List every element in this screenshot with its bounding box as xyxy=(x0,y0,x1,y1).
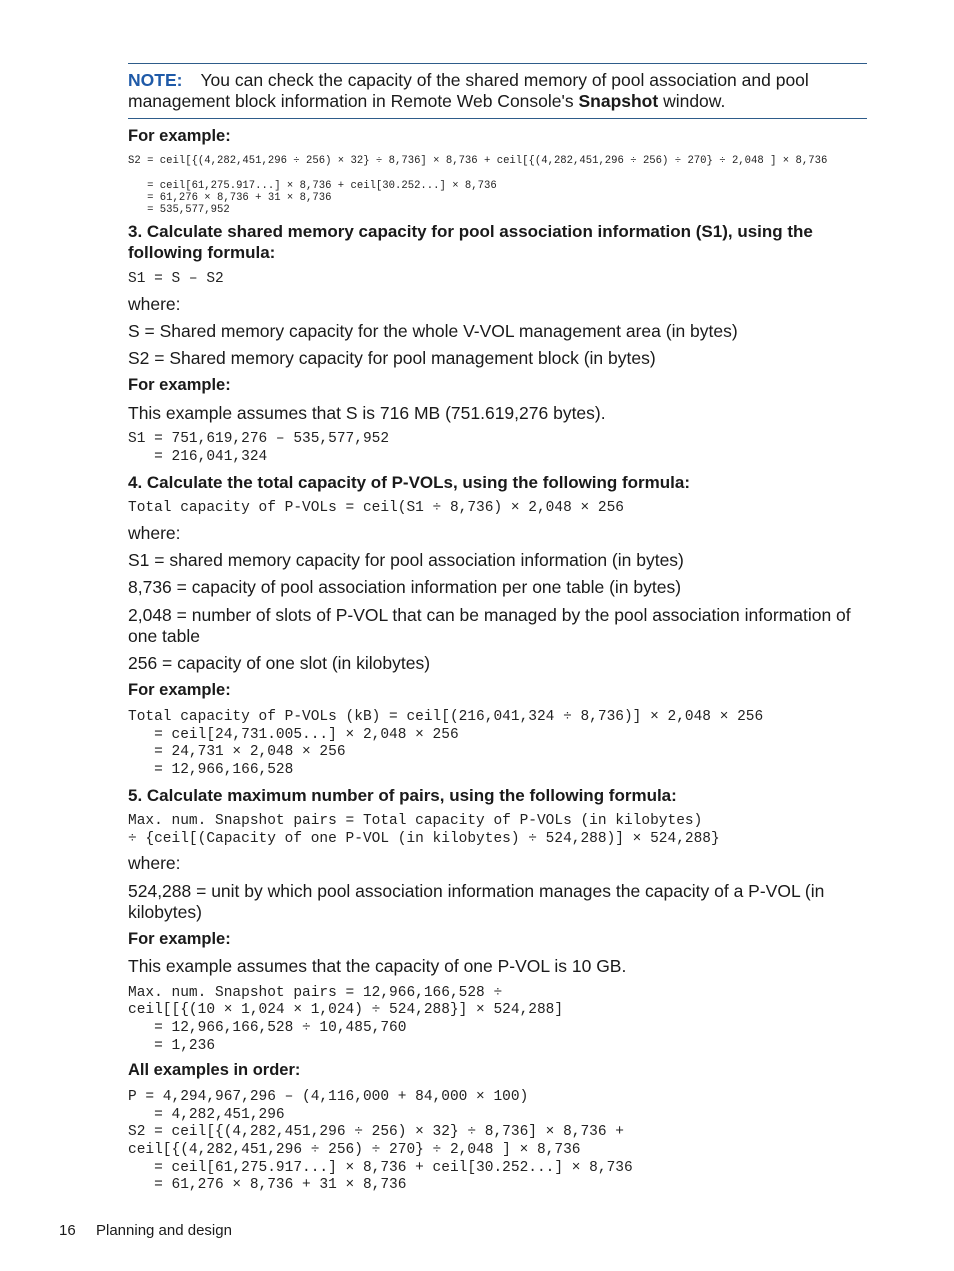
step3-formula: S1 = S – S2 xyxy=(128,271,224,287)
code-line: = ceil[61,275.917...] × 8,736 + ceil[30.252...] × 8,736 xyxy=(128,1160,633,1176)
code-line: Total capacity of P-VOLs (kB) = ceil[(216,041,324 ÷ 8,736)] × 2,048 × 256 xyxy=(128,709,764,725)
assumption-text: This example assumes that the capacity of one P-VOL is 10 GB. xyxy=(128,956,627,976)
code-line: = ceil[24,731.005...] × 2,048 × 256 xyxy=(128,727,459,743)
step3-heading: 3. Calculate shared memory capacity for pool association information (S1), using the following formula: xyxy=(128,222,813,262)
where-label: where: xyxy=(128,523,181,543)
code-line: S2 = ceil[{(4,282,451,296 ÷ 256) × 32} ÷ 8,736] × 8,736 + ceil[{(4,282,451,296 ÷ 256) ÷ 270} ÷ 2,048 ] × 8,736 xyxy=(128,155,828,167)
code-line: S2 = ceil[{(4,282,451,296 ÷ 256) × 32} ÷ 8,736] × 8,736 + xyxy=(128,1124,624,1140)
step4-heading: 4. Calculate the total capacity of P-VOLs, using the following formula: xyxy=(128,473,691,492)
code-line: = 216,041,324 xyxy=(128,449,268,465)
code-line: = 1,236 xyxy=(128,1038,216,1054)
all-examples-heading: All examples in order: xyxy=(128,1061,301,1079)
code-line: = 535,577,952 xyxy=(128,204,230,216)
step4-formula: Total capacity of P-VOLs = ceil(S1 ÷ 8,736) × 2,048 × 256 xyxy=(128,500,624,516)
footer-section-title: Planning and design xyxy=(96,1222,232,1239)
example-heading: For example: xyxy=(128,681,231,699)
step5-formula: Max. num. Snapshot pairs = Total capacity of P-VOLs (in kilobytes) xyxy=(128,813,703,829)
example-heading: For example: xyxy=(128,376,231,394)
code-line: = 61,276 × 8,736 + 31 × 8,736 xyxy=(128,1177,407,1193)
where-label: where: xyxy=(128,853,181,873)
step5-heading: 5. Calculate maximum number of pairs, using the following formula: xyxy=(128,786,677,805)
definition: S = Shared memory capacity for the whole V-VOL management area (in bytes) xyxy=(128,321,738,341)
definition: 2,048 = number of slots of P-VOL that can be managed by the pool association information of one table xyxy=(128,605,851,646)
code-line: = 12,966,166,528 ÷ 10,485,760 xyxy=(128,1020,407,1036)
note-text: You can check the capacity of the shared memory of pool association and pool management block information in Remote Web Console's xyxy=(128,70,809,111)
step5-formula: ÷ {ceil[(Capacity of one P-VOL (in kilobytes) ÷ 524,288)] × 524,288} xyxy=(128,831,720,847)
definition: S1 = shared memory capacity for pool association information (in bytes) xyxy=(128,550,684,570)
code-line: Max. num. Snapshot pairs = 12,966,166,528 ÷ xyxy=(128,985,503,1001)
code-line: S1 = 751,619,276 – 535,577,952 xyxy=(128,431,390,447)
code-line: = 61,276 × 8,736 + 31 × 8,736 xyxy=(128,192,332,204)
example-heading: For example: xyxy=(128,930,231,948)
note-box xyxy=(128,63,867,119)
code-line: = 4,282,451,296 xyxy=(128,1107,285,1123)
assumption-text: This example assumes that S is 716 MB (751.619,276 bytes). xyxy=(128,403,606,423)
code-line: = ceil[61,275.917...] × 8,736 + ceil[30.252...] × 8,736 xyxy=(128,180,497,192)
note-label: NOTE: xyxy=(128,70,183,90)
code-line: = 24,731 × 2,048 × 256 xyxy=(128,744,346,760)
definition: S2 = Shared memory capacity for pool management block (in bytes) xyxy=(128,348,656,368)
code-line: ceil[{(4,282,451,296 ÷ 256) ÷ 270} ÷ 2,048 ] × 8,736 xyxy=(128,1142,581,1158)
note-text-end: window. xyxy=(658,91,726,111)
code-line: P = 4,294,967,296 – (4,116,000 + 84,000 × 100) xyxy=(128,1089,529,1105)
definition: 8,736 = capacity of pool association information per one table (in bytes) xyxy=(128,577,682,597)
where-label: where: xyxy=(128,294,181,314)
example-heading: For example: xyxy=(128,127,231,145)
note-bold-text: Snapshot xyxy=(578,91,659,111)
code-line: = 12,966,166,528 xyxy=(128,762,294,778)
definition: 524,288 = unit by which pool association information manages the capacity of a P-VOL (in kilobytes) xyxy=(128,881,825,922)
code-line: ceil[[{(10 × 1,024 × 1,024) ÷ 524,288}] × 524,288] xyxy=(128,1002,564,1018)
page-number: 16 xyxy=(59,1222,76,1239)
definition: 256 = capacity of one slot (in kilobytes) xyxy=(128,653,431,673)
